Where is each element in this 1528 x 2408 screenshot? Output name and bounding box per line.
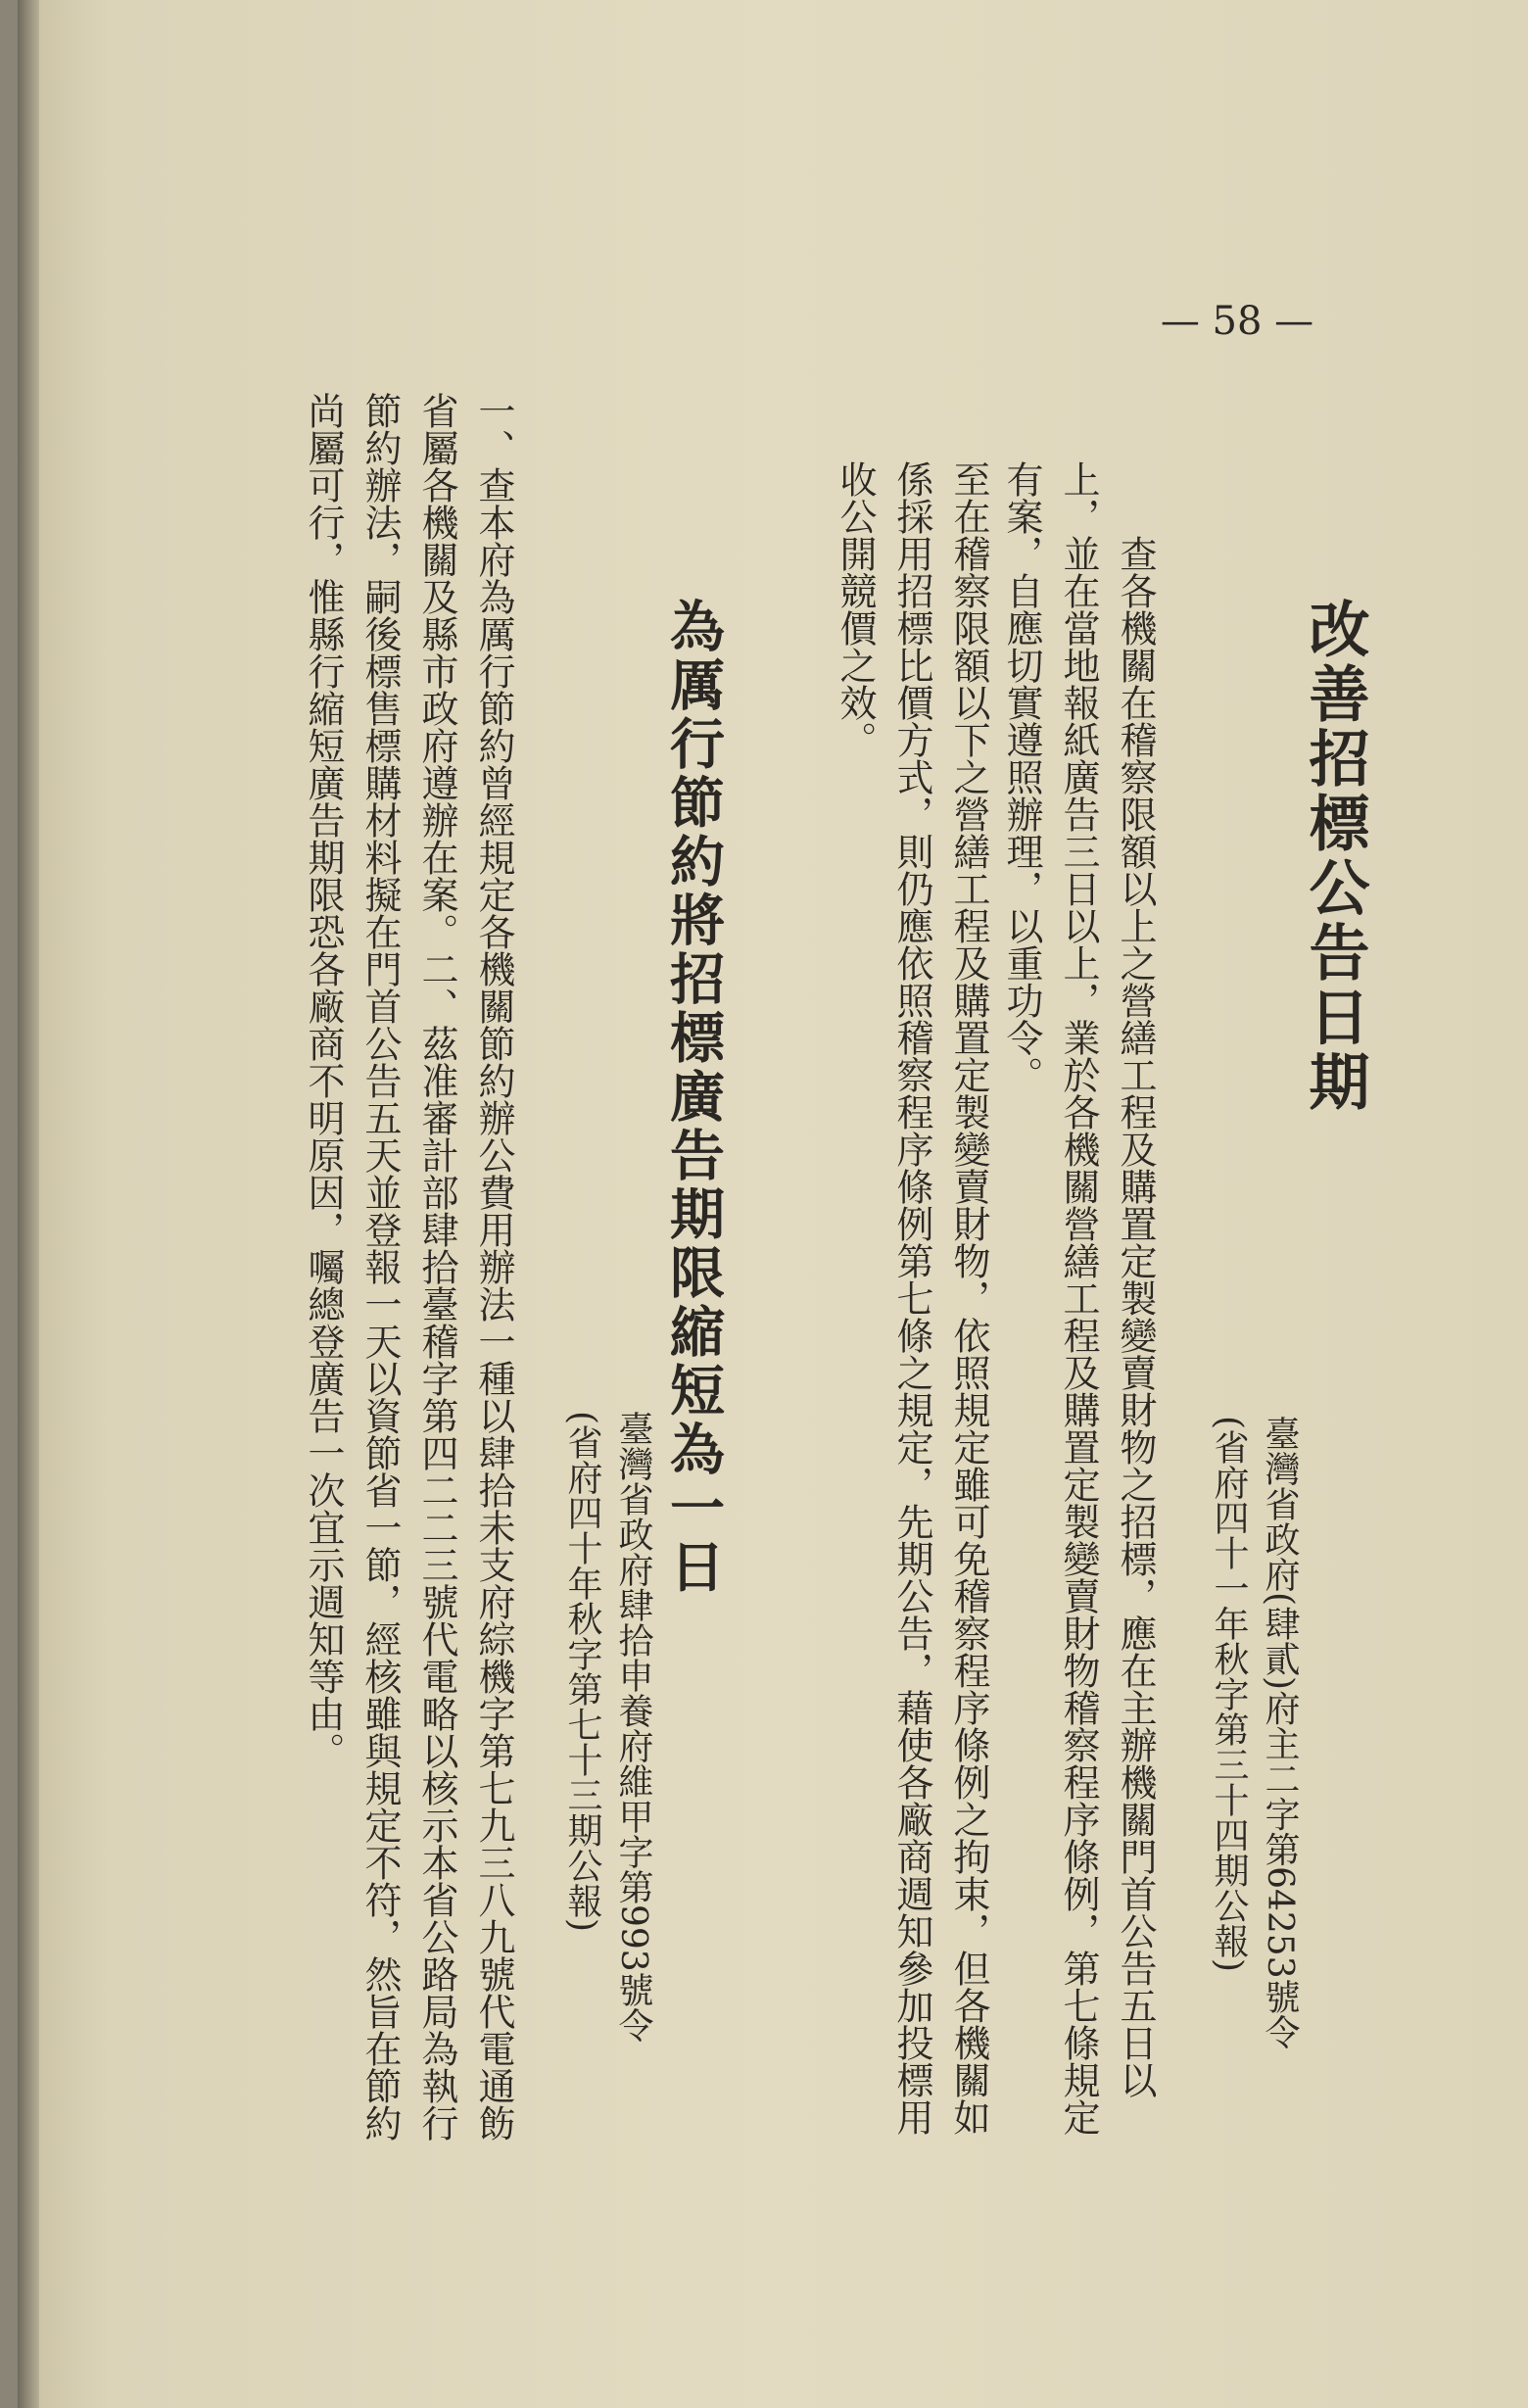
section1-source-line2: (省府四十一年秋字第三十四期公報) xyxy=(1209,1416,1249,1973)
section2-source-line1: 臺灣省政府肆拾申養府維甲字第993號令 xyxy=(613,1411,653,2043)
document-page xyxy=(18,0,1528,2408)
section1-source xyxy=(1203,1416,1305,2049)
section1-source-line1: 臺灣省政府(肆貳)府主二字第64253號令 xyxy=(1260,1416,1300,2049)
section1-paragraph1: 查各機關在稽察限額以上之營繕工程及購置定製變賣財物之招標，應在主辦機關門首公告五日以上，並在當地報紙廣告三日以上，業於各機關營繕工程及購置定製變賣財物稽察程序條例，第七條規定有案，自應切實遵照辦理，以重功令。 xyxy=(1000,460,1157,2136)
section2-title: 為厲行節約將招標廣告期限縮短為一日 xyxy=(661,598,726,1597)
section2-source xyxy=(556,1411,658,2043)
book-gutter xyxy=(18,0,39,2408)
section1-paragraph2: 至在稽察限額以下之營繕工程及購置定製變賣財物，依照規定雖可免稽察程序條例之拘束，但各機關如係採用招標比價方式，則仍應依照稽察程序條例第七條之規定，先期公告，藉使各廠商週知參加投標用收公開競價之效。 xyxy=(834,460,990,2136)
section2-source-line2: (省府四十年秋字第七十三期公報) xyxy=(562,1411,602,1933)
page-number: — 58 — xyxy=(1160,299,1314,344)
section1-title: 改善招標公告日期 xyxy=(1299,598,1370,1115)
section2-paragraph1: 一、查本府為厲行節約曾經規定各機關節約辦公費用辦法一種以肆拾未支府綜機字第七九三八九號代電通飭省屬各機關及縣市政府遵辦在案。二、茲准審計部肆拾臺稽字第四二二三號代電略以核示本省公路局為執行節約辦法，嗣後標售標購材料擬在門首公告五天並登報一天以資節省一節，經核雖與規定不符，然旨在節約尚屬可行，惟縣行縮短廣告期限恐各廠商不明原因，囑總登廣告一次宜示週知等由。 xyxy=(302,392,515,2142)
